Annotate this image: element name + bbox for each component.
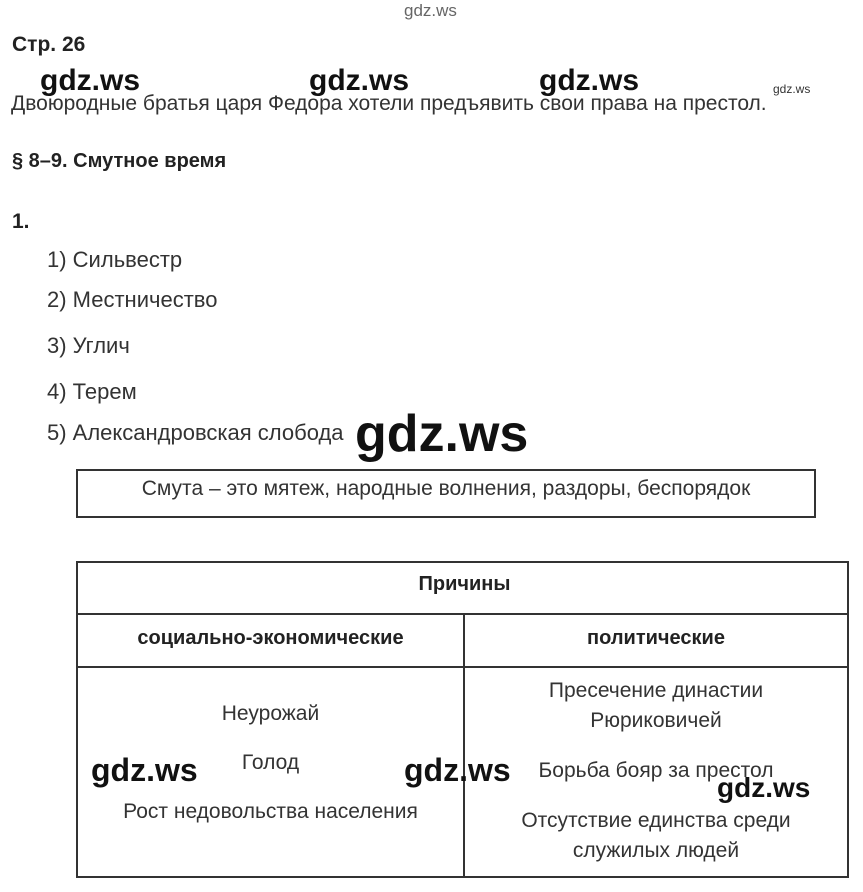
column-header-political: политические <box>587 627 725 649</box>
right-cause: Отсутствие единства среди <box>521 809 791 832</box>
left-cause: Неурожай <box>221 702 320 725</box>
answer-item: 4) Терем <box>47 379 137 404</box>
right-cause: Пресечение династии <box>548 679 764 702</box>
answer-item: 3) Углич <box>47 333 130 358</box>
watermark-top: gdz.ws <box>404 1 457 20</box>
answer-item: 5) Александровская слобода <box>47 420 344 445</box>
causes-table <box>76 561 849 878</box>
column-header-social-economic: социально-экономические <box>137 627 404 649</box>
right-cause: Борьба бояр за престол <box>538 759 774 782</box>
table-column-divider <box>463 613 465 876</box>
page-heading: Стр. 26 <box>12 33 86 56</box>
watermark-center: gdz.ws <box>355 405 529 463</box>
left-cause: Голод <box>241 751 300 774</box>
watermark: gdz.ws <box>91 752 198 788</box>
definition-box <box>76 469 816 518</box>
watermark: gdz.ws <box>717 772 811 803</box>
watermark: gdz.ws <box>309 64 410 97</box>
left-cause: Рост недовольства населения <box>123 800 418 823</box>
intro-text: Двоюродные братья царя Федора хотели предъявить свои права на престол. <box>11 92 767 115</box>
watermark: gdz.ws <box>539 64 640 97</box>
watermark: gdz.ws <box>40 64 141 97</box>
right-cause: служилых людей <box>572 839 740 862</box>
answer-item: 1) Сильвестр <box>47 247 183 272</box>
definition-text: Смута – это мятеж, народные волнения, раздоры, беспорядок <box>141 477 751 500</box>
section-title: § 8–9. Смутное время <box>12 150 227 172</box>
task-number: 1. <box>12 210 30 233</box>
watermark: gdz.ws <box>404 752 511 788</box>
table-title: Причины <box>418 573 511 595</box>
answer-item: 2) Местничество <box>47 287 218 312</box>
right-cause: Рюриковичей <box>590 709 722 732</box>
watermark-small: gdz.ws <box>773 82 811 96</box>
